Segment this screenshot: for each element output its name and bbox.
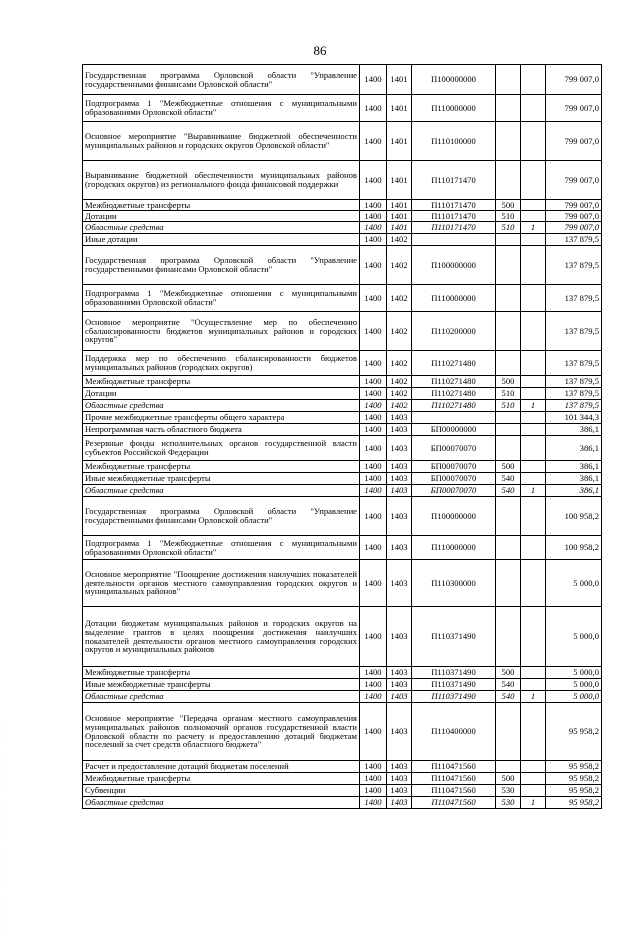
- amount: 386,1: [546, 436, 602, 461]
- row-name: Основное мероприятие "Передача органам местного самоуправления муниципальных районов полномочий органов государственной власти Орловской области по расчету и предоставлению дотаций бюджетам поселений за счет средств областного бюджета": [83, 703, 360, 761]
- amount: 799 007,0: [546, 95, 602, 122]
- expense-type-code: 540: [496, 485, 521, 497]
- expense-type-code: 510: [496, 400, 521, 412]
- section-code: 1400: [360, 785, 387, 797]
- section-code: 1400: [360, 485, 387, 497]
- table-row: [83, 785, 602, 797]
- table-row: [83, 161, 602, 200]
- table-row: [83, 412, 602, 424]
- subsection-code: 1402: [387, 285, 412, 312]
- subsection-code: 1402: [387, 400, 412, 412]
- amount: 100 958,2: [546, 497, 602, 536]
- row-name: Государственная программа Орловской области "Управление государственными финансами Орловской области": [83, 497, 360, 536]
- table-row: [83, 211, 602, 222]
- subsection-code: 1403: [387, 424, 412, 436]
- table-row: [83, 351, 602, 376]
- funding-source-code: 1: [521, 691, 546, 703]
- section-code: 1400: [360, 388, 387, 400]
- funding-source-code: [521, 246, 546, 285]
- amount: 799 007,0: [546, 200, 602, 211]
- subsection-code: 1403: [387, 761, 412, 773]
- subsection-code: 1403: [387, 703, 412, 761]
- target-article-code: П110471560: [412, 785, 496, 797]
- subsection-code: 1403: [387, 679, 412, 691]
- expense-type-code: 540: [496, 691, 521, 703]
- subsection-code: 1403: [387, 461, 412, 473]
- section-code: 1400: [360, 200, 387, 211]
- amount: 799 007,0: [546, 122, 602, 161]
- amount: 137 879,5: [546, 285, 602, 312]
- target-article-code: П110171470: [412, 222, 496, 234]
- section-code: 1400: [360, 607, 387, 667]
- amount: 137 879,5: [546, 376, 602, 388]
- budget-table: [82, 64, 602, 809]
- row-name: Расчет и предоставление дотаций бюджетам поселений: [83, 761, 360, 773]
- target-article-code: П110371490: [412, 679, 496, 691]
- section-code: 1400: [360, 761, 387, 773]
- expense-type-code: [496, 351, 521, 376]
- table-row: [83, 424, 602, 436]
- target-article-code: П110371490: [412, 607, 496, 667]
- expense-type-code: [496, 412, 521, 424]
- subsection-code: 1403: [387, 485, 412, 497]
- expense-type-code: [496, 122, 521, 161]
- amount: 137 879,5: [546, 351, 602, 376]
- funding-source-code: [521, 679, 546, 691]
- amount: 386,1: [546, 461, 602, 473]
- target-article-code: П110100000: [412, 122, 496, 161]
- target-article-code: П110300000: [412, 560, 496, 607]
- amount: 799 007,0: [546, 65, 602, 95]
- section-code: 1400: [360, 497, 387, 536]
- table-row: [83, 312, 602, 351]
- subsection-code: 1403: [387, 667, 412, 679]
- subsection-code: 1401: [387, 200, 412, 211]
- amount: 799 007,0: [546, 161, 602, 200]
- section-code: 1400: [360, 773, 387, 785]
- row-name: Межбюджетные трансферты: [83, 200, 360, 211]
- target-article-code: П110471560: [412, 773, 496, 785]
- funding-source-code: [521, 200, 546, 211]
- target-article-code: П110000000: [412, 95, 496, 122]
- target-article-code: П110271480: [412, 388, 496, 400]
- table-row: [83, 536, 602, 560]
- row-name: Непрограммная часть областного бюджета: [83, 424, 360, 436]
- amount: 137 879,5: [546, 246, 602, 285]
- table-row: [83, 497, 602, 536]
- funding-source-code: [521, 211, 546, 222]
- amount: 5 000,0: [546, 691, 602, 703]
- section-code: 1400: [360, 351, 387, 376]
- subsection-code: 1402: [387, 388, 412, 400]
- target-article-code: БП00070070: [412, 436, 496, 461]
- subsection-code: 1401: [387, 95, 412, 122]
- funding-source-code: [521, 497, 546, 536]
- table-row: [83, 285, 602, 312]
- target-article-code: БП00070070: [412, 485, 496, 497]
- funding-source-code: [521, 312, 546, 351]
- amount: 386,1: [546, 424, 602, 436]
- target-article-code: П110171470: [412, 200, 496, 211]
- subsection-code: 1403: [387, 473, 412, 485]
- row-name: Иные межбюджетные трансферты: [83, 473, 360, 485]
- funding-source-code: [521, 560, 546, 607]
- target-article-code: П110000000: [412, 536, 496, 560]
- subsection-code: 1403: [387, 436, 412, 461]
- funding-source-code: [521, 473, 546, 485]
- amount: 95 958,2: [546, 785, 602, 797]
- expense-type-code: [496, 285, 521, 312]
- section-code: 1400: [360, 285, 387, 312]
- amount: 799 007,0: [546, 222, 602, 234]
- subsection-code: 1403: [387, 607, 412, 667]
- row-name: Государственная программа Орловской области "Управление государственными финансами Орловской области": [83, 246, 360, 285]
- funding-source-code: [521, 234, 546, 246]
- row-name: Межбюджетные трансферты: [83, 461, 360, 473]
- target-article-code: П110171470: [412, 161, 496, 200]
- table-row: [83, 461, 602, 473]
- funding-source-code: [521, 161, 546, 200]
- budget-table-body: [83, 65, 602, 809]
- section-code: 1400: [360, 65, 387, 95]
- section-code: 1400: [360, 461, 387, 473]
- target-article-code: П100000000: [412, 246, 496, 285]
- expense-type-code: [496, 761, 521, 773]
- row-name: Межбюджетные трансферты: [83, 667, 360, 679]
- row-name: Субвенции: [83, 785, 360, 797]
- amount: 137 879,5: [546, 312, 602, 351]
- amount: 137 879,5: [546, 234, 602, 246]
- subsection-code: 1402: [387, 234, 412, 246]
- subsection-code: 1403: [387, 497, 412, 536]
- funding-source-code: 1: [521, 797, 546, 809]
- amount: 95 958,2: [546, 703, 602, 761]
- row-name: Резервные фонды исполнительных органов государственной власти субъектов Российской Федерации: [83, 436, 360, 461]
- amount: 137 879,5: [546, 400, 602, 412]
- target-article-code: БП00070070: [412, 473, 496, 485]
- amount: 386,1: [546, 485, 602, 497]
- table-row: [83, 703, 602, 761]
- row-name: Иные межбюджетные трансферты: [83, 679, 360, 691]
- table-row: [83, 797, 602, 809]
- expense-type-code: [496, 607, 521, 667]
- table-row: [83, 95, 602, 122]
- amount: 95 958,2: [546, 761, 602, 773]
- subsection-code: 1401: [387, 65, 412, 95]
- subsection-code: 1401: [387, 161, 412, 200]
- expense-type-code: [496, 536, 521, 560]
- amount: 101 344,3: [546, 412, 602, 424]
- row-name: Поддержка мер по обеспечению сбалансированности бюджетов муниципальных районов (городских округов): [83, 351, 360, 376]
- expense-type-code: [496, 436, 521, 461]
- section-code: 1400: [360, 161, 387, 200]
- subsection-code: 1403: [387, 412, 412, 424]
- table-row: [83, 234, 602, 246]
- funding-source-code: [521, 95, 546, 122]
- row-name: Областные средства: [83, 797, 360, 809]
- row-name: Дотации: [83, 211, 360, 222]
- funding-source-code: 1: [521, 222, 546, 234]
- table-row: [83, 222, 602, 234]
- expense-type-code: 540: [496, 679, 521, 691]
- section-code: 1400: [360, 436, 387, 461]
- funding-source-code: [521, 761, 546, 773]
- row-name: Межбюджетные трансферты: [83, 376, 360, 388]
- funding-source-code: 1: [521, 400, 546, 412]
- row-name: Государственная программа Орловской области "Управление государственными финансами Орловской области": [83, 65, 360, 95]
- section-code: 1400: [360, 376, 387, 388]
- target-article-code: [412, 412, 496, 424]
- funding-source-code: [521, 785, 546, 797]
- section-code: 1400: [360, 691, 387, 703]
- target-article-code: П110371490: [412, 667, 496, 679]
- expense-type-code: 500: [496, 200, 521, 211]
- expense-type-code: [496, 65, 521, 95]
- table-row: [83, 376, 602, 388]
- funding-source-code: [521, 703, 546, 761]
- section-code: 1400: [360, 234, 387, 246]
- funding-source-code: [521, 536, 546, 560]
- funding-source-code: [521, 122, 546, 161]
- amount: 137 879,5: [546, 388, 602, 400]
- table-row: [83, 485, 602, 497]
- expense-type-code: [496, 497, 521, 536]
- table-row: [83, 560, 602, 607]
- section-code: 1400: [360, 222, 387, 234]
- row-name: Дотации бюджетам муниципальных районов и городских округов на выделение грантов в целях поощрения достижения наилучших показателей деятельности органов местного самоуправления городских округов и муниципальных районов: [83, 607, 360, 667]
- expense-type-code: 500: [496, 461, 521, 473]
- target-article-code: П100000000: [412, 65, 496, 95]
- subsection-code: 1403: [387, 560, 412, 607]
- expense-type-code: [496, 95, 521, 122]
- target-article-code: П110471560: [412, 797, 496, 809]
- funding-source-code: [521, 461, 546, 473]
- expense-type-code: 500: [496, 376, 521, 388]
- amount: 100 958,2: [546, 536, 602, 560]
- expense-type-code: [496, 560, 521, 607]
- section-code: 1400: [360, 536, 387, 560]
- expense-type-code: [496, 234, 521, 246]
- section-code: 1400: [360, 312, 387, 351]
- subsection-code: 1401: [387, 122, 412, 161]
- target-article-code: П100000000: [412, 497, 496, 536]
- subsection-code: 1403: [387, 797, 412, 809]
- amount: 5 000,0: [546, 667, 602, 679]
- row-name: Прочие межбюджетные трансферты общего характера: [83, 412, 360, 424]
- funding-source-code: [521, 285, 546, 312]
- table-row: [83, 691, 602, 703]
- section-code: 1400: [360, 797, 387, 809]
- subsection-code: 1403: [387, 785, 412, 797]
- section-code: 1400: [360, 211, 387, 222]
- subsection-code: 1402: [387, 312, 412, 351]
- row-name: Подпрограмма 1 "Межбюджетные отношения с муниципальными образованиями Орловской области": [83, 95, 360, 122]
- amount: 5 000,0: [546, 560, 602, 607]
- target-article-code: БП00000000: [412, 424, 496, 436]
- binding-margin-marks: · · · · · · · · · · · · · · · · · · · · · · ·: [5, 721, 7, 939]
- row-name: Областные средства: [83, 485, 360, 497]
- row-name: Выравнивание бюджетной обеспеченности муниципальных районов (городских округов) из регионального фонда финансовой поддержки: [83, 161, 360, 200]
- table-row: [83, 246, 602, 285]
- section-code: 1400: [360, 703, 387, 761]
- amount: 5 000,0: [546, 607, 602, 667]
- expense-type-code: [496, 246, 521, 285]
- target-article-code: П110200000: [412, 312, 496, 351]
- amount: 95 958,2: [546, 773, 602, 785]
- row-name: Дотации: [83, 388, 360, 400]
- funding-source-code: [521, 436, 546, 461]
- table-row: [83, 65, 602, 95]
- funding-source-code: [521, 667, 546, 679]
- row-name: Областные средства: [83, 222, 360, 234]
- section-code: 1400: [360, 122, 387, 161]
- expense-type-code: 510: [496, 388, 521, 400]
- amount: 95 958,2: [546, 797, 602, 809]
- funding-source-code: [521, 424, 546, 436]
- subsection-code: 1403: [387, 691, 412, 703]
- target-article-code: П110171470: [412, 211, 496, 222]
- section-code: 1400: [360, 667, 387, 679]
- table-row: [83, 200, 602, 211]
- funding-source-code: [521, 388, 546, 400]
- subsection-code: 1402: [387, 246, 412, 285]
- amount: 386,1: [546, 473, 602, 485]
- target-article-code: П110271480: [412, 351, 496, 376]
- section-code: 1400: [360, 560, 387, 607]
- row-name: Межбюджетные трансферты: [83, 773, 360, 785]
- subsection-code: 1403: [387, 536, 412, 560]
- funding-source-code: [521, 376, 546, 388]
- expense-type-code: 540: [496, 473, 521, 485]
- row-name: Основное мероприятие "Поощрение достижения наилучших показателей деятельности органов местного самоуправления городских округов и муниципальных районов": [83, 560, 360, 607]
- amount: 799 007,0: [546, 211, 602, 222]
- target-article-code: П110271480: [412, 400, 496, 412]
- table-row: [83, 761, 602, 773]
- table-row: [83, 388, 602, 400]
- target-article-code: П110471560: [412, 761, 496, 773]
- funding-source-code: [521, 607, 546, 667]
- table-row: [83, 773, 602, 785]
- subsection-code: 1402: [387, 376, 412, 388]
- target-article-code: П110271480: [412, 376, 496, 388]
- row-name: Основное мероприятие "Выравнивание бюджетной обеспеченности муниципальных районов и городских округов Орловской области": [83, 122, 360, 161]
- section-code: 1400: [360, 400, 387, 412]
- row-name: Основное мероприятие "Осуществление мер по обеспечению сбалансированности бюджетов муниципальных районов и городских округов": [83, 312, 360, 351]
- subsection-code: 1401: [387, 211, 412, 222]
- funding-source-code: [521, 65, 546, 95]
- expense-type-code: 510: [496, 222, 521, 234]
- section-code: 1400: [360, 412, 387, 424]
- funding-source-code: [521, 412, 546, 424]
- target-article-code: П110400000: [412, 703, 496, 761]
- expense-type-code: [496, 161, 521, 200]
- expense-type-code: [496, 703, 521, 761]
- expense-type-code: 510: [496, 211, 521, 222]
- funding-source-code: 1: [521, 485, 546, 497]
- expense-type-code: [496, 312, 521, 351]
- subsection-code: 1403: [387, 773, 412, 785]
- row-name: Областные средства: [83, 691, 360, 703]
- expense-type-code: 500: [496, 667, 521, 679]
- subsection-code: 1401: [387, 222, 412, 234]
- table-row: [83, 436, 602, 461]
- table-row: [83, 473, 602, 485]
- funding-source-code: [521, 773, 546, 785]
- funding-source-code: [521, 351, 546, 376]
- row-name: Областные средства: [83, 400, 360, 412]
- section-code: 1400: [360, 679, 387, 691]
- target-article-code: П110000000: [412, 285, 496, 312]
- section-code: 1400: [360, 473, 387, 485]
- table-row: [83, 607, 602, 667]
- page-number: 86: [313, 43, 327, 58]
- section-code: 1400: [360, 246, 387, 285]
- expense-type-code: 530: [496, 785, 521, 797]
- target-article-code: П110371490: [412, 691, 496, 703]
- section-code: 1400: [360, 95, 387, 122]
- row-name: Подпрограмма 1 "Межбюджетные отношения с муниципальными образованиями Орловской области": [83, 285, 360, 312]
- expense-type-code: [496, 424, 521, 436]
- table-row: [83, 667, 602, 679]
- table-row: [83, 122, 602, 161]
- table-row: [83, 400, 602, 412]
- row-name: Иные дотации: [83, 234, 360, 246]
- section-code: 1400: [360, 424, 387, 436]
- target-article-code: [412, 234, 496, 246]
- table-row: [83, 679, 602, 691]
- expense-type-code: 530: [496, 797, 521, 809]
- subsection-code: 1402: [387, 351, 412, 376]
- target-article-code: БП00070070: [412, 461, 496, 473]
- row-name: Подпрограмма 1 "Межбюджетные отношения с муниципальными образованиями Орловской области": [83, 536, 360, 560]
- expense-type-code: 500: [496, 773, 521, 785]
- amount: 5 000,0: [546, 679, 602, 691]
